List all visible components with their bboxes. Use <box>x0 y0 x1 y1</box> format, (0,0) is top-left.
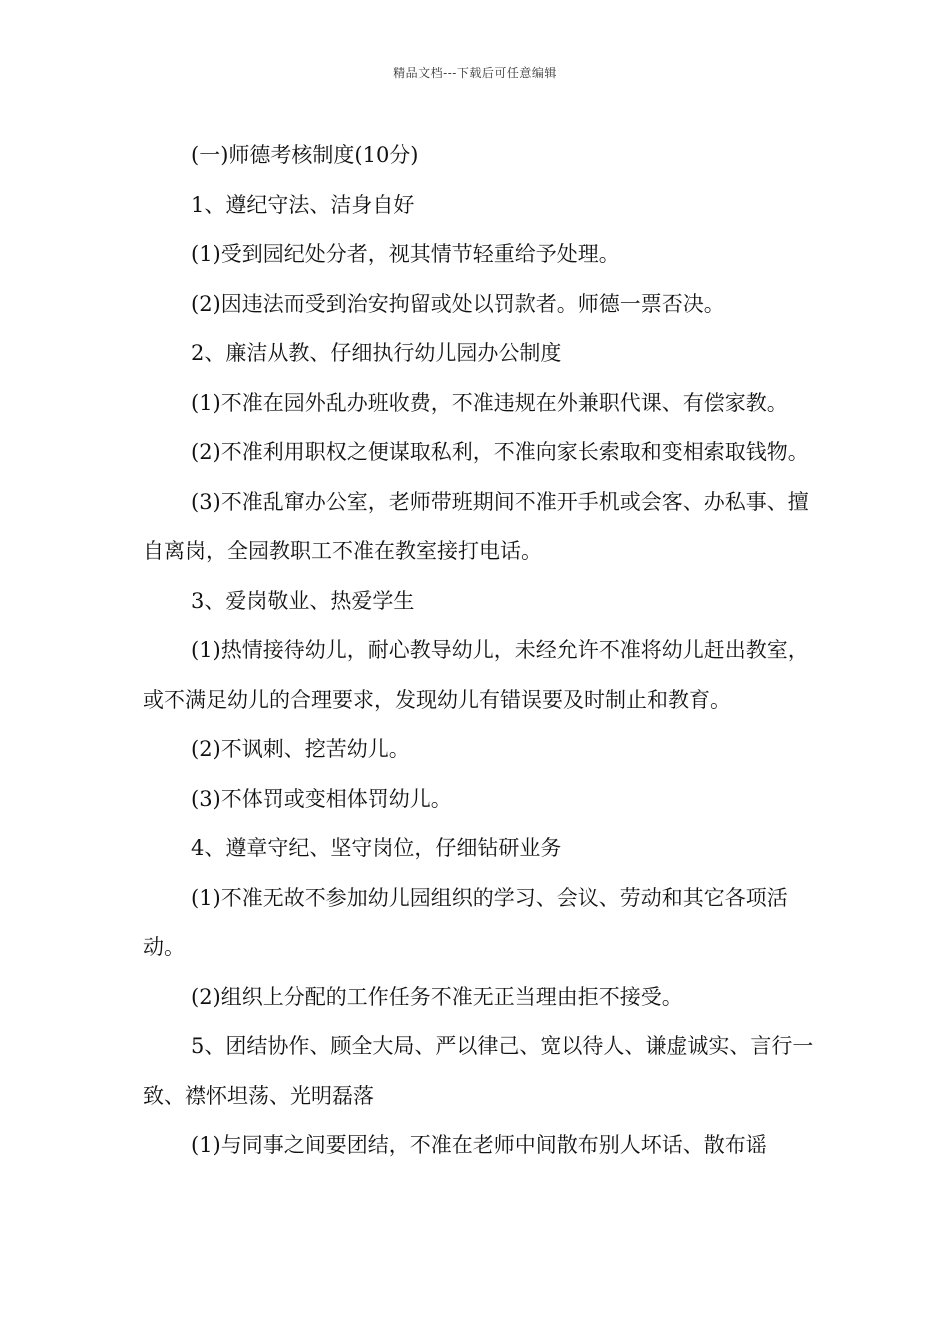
rule-item: (1)不准无故不参加幼儿园组织的学习、会议、劳动和其它各项活动。 <box>143 885 788 959</box>
rule-item: (2)不讽刺、挖苦幼儿。 <box>191 737 410 761</box>
rule-heading: 5、团结协作、顾全大局、严以律己、宽以待人、谦虚诚实、言行一致、襟怀坦荡、光明磊落 <box>143 1034 814 1108</box>
rule-item: (3)不准乱窜办公室，老师带班期间不准开手机或会客、办私事、擅自离岗，全园教职工不准在教室接打电话。 <box>143 489 809 563</box>
rule-heading: 1、遵纪守法、洁身自好 <box>191 192 415 217</box>
page-header: 精品文档---下载后可任意编辑 <box>393 66 557 80</box>
rule-item: (1)热情接待幼儿，耐心教导幼儿，未经允许不准将幼儿赶出教室，或不满足幼儿的合理要求，发现幼儿有错误要及时制止和教育。 <box>143 638 809 712</box>
rule-item: (3)不体罚或变相体罚幼儿。 <box>191 786 452 811</box>
rule-item: (2)不准利用职权之便谋取私利，不准向家长索取和变相索取钱物。 <box>191 440 809 464</box>
document-body <box>143 131 823 1171</box>
rule-item: (2)组织上分配的工作任务不准无正当理由拒不接受。 <box>191 984 683 1009</box>
rule-item: (1)不准在园外乱办班收费，不准违规在外兼职代课、有偿家教。 <box>191 390 788 415</box>
rule-item: (1)与同事之间要团结，不准在老师中间散布别人坏话、散布谣 <box>191 1133 767 1157</box>
rule-item: (1)受到园纪处分者，视其情节轻重给予处理。 <box>191 242 620 266</box>
rule-heading: 4、遵章守纪、坚守岗位，仔细钻研业务 <box>191 836 562 860</box>
rule-heading: 3、爱岗敬业、热爱学生 <box>191 588 415 613</box>
section-title: (一)师德考核制度(10分) <box>191 143 419 167</box>
rule-heading: 2、廉洁从教、仔细执行幼儿园办公制度 <box>191 341 562 365</box>
rule-item: (2)因违法而受到治安拘留或处以罚款者。师德一票否决。 <box>191 291 725 316</box>
